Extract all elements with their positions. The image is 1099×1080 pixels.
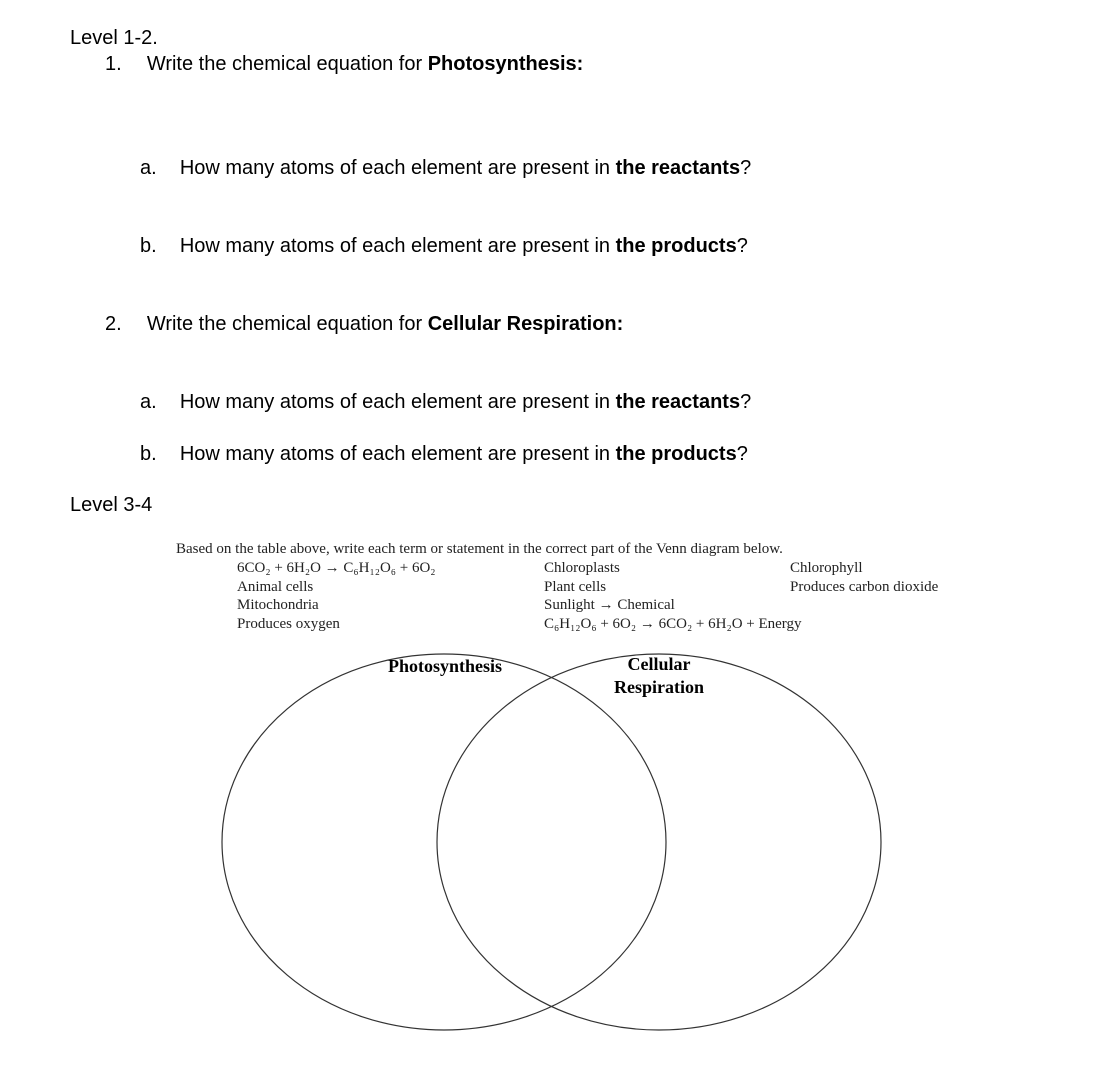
venn-label-cellular-respiration-line2: Respiration — [614, 677, 704, 697]
question-2a-suffix: ? — [740, 391, 752, 413]
question-1b-text: How many atoms of each element are present in — [179, 235, 616, 257]
question-1a-letter: a. — [140, 157, 157, 179]
term-mitochondria: Mitochondria — [237, 597, 319, 613]
venn-circle-photosynthesis — [222, 654, 666, 1030]
question-1-text: Write the chemical equation for — [146, 53, 428, 75]
question-1-topic: Photosynthesis: — [427, 53, 584, 75]
question-1a-suffix: ? — [740, 157, 752, 179]
venn-label-photosynthesis: Photosynthesis — [387, 656, 503, 676]
term-produces-carbon-dioxide: Produces carbon dioxide — [790, 579, 939, 595]
venn-circle-cellular-respiration — [437, 654, 881, 1030]
question-1b-emphasis: the products — [615, 235, 737, 257]
term-chlorophyll: Chlorophyll — [790, 560, 863, 576]
term-photosynthesis-equation: 6CO₂ + 6H₂O → C₆H₁₂O₆ + 6O₂ — [237, 560, 436, 576]
question-2-text: Write the chemical equation for — [146, 313, 428, 335]
question-2b-letter: b. — [140, 443, 157, 465]
question-2b-suffix: ? — [736, 443, 748, 465]
question-2a-text: How many atoms of each element are present in — [179, 391, 616, 413]
term-animal-cells: Animal cells — [237, 579, 314, 595]
question-2-topic: Cellular Respiration: — [427, 313, 624, 335]
question-2-number: 2. — [105, 313, 122, 335]
question-2b-emphasis: the products — [615, 443, 737, 465]
question-2b-text: How many atoms of each element are present in — [179, 443, 616, 465]
venn-label-cellular-respiration-line1: Cellular — [627, 654, 691, 674]
question-1b-letter: b. — [140, 235, 157, 257]
question-1a-emphasis: the reactants — [615, 157, 741, 179]
question-1b-suffix: ? — [736, 235, 748, 257]
question-1a-text: How many atoms of each element are present in — [179, 157, 616, 179]
venn-instruction: Based on the table above, write each term or statement in the correct part of the Venn diagram below. — [176, 541, 783, 557]
level-1-2-heading: Level 1-2. — [70, 27, 158, 49]
question-2a-emphasis: the reactants — [615, 391, 741, 413]
term-sunlight-chemical: Sunlight → Chemical — [544, 597, 675, 613]
question-1-number: 1. — [105, 53, 122, 75]
question-2a-letter: a. — [140, 391, 157, 413]
term-produces-oxygen: Produces oxygen — [237, 616, 340, 632]
term-plant-cells: Plant cells — [544, 579, 607, 595]
level-3-4-heading: Level 3-4 — [70, 494, 153, 516]
term-chloroplasts: Chloroplasts — [544, 560, 620, 576]
term-respiration-equation: C₆H₁₂O₆ + 6O₂ → 6CO₂ + 6H₂O + Energy — [544, 616, 802, 632]
